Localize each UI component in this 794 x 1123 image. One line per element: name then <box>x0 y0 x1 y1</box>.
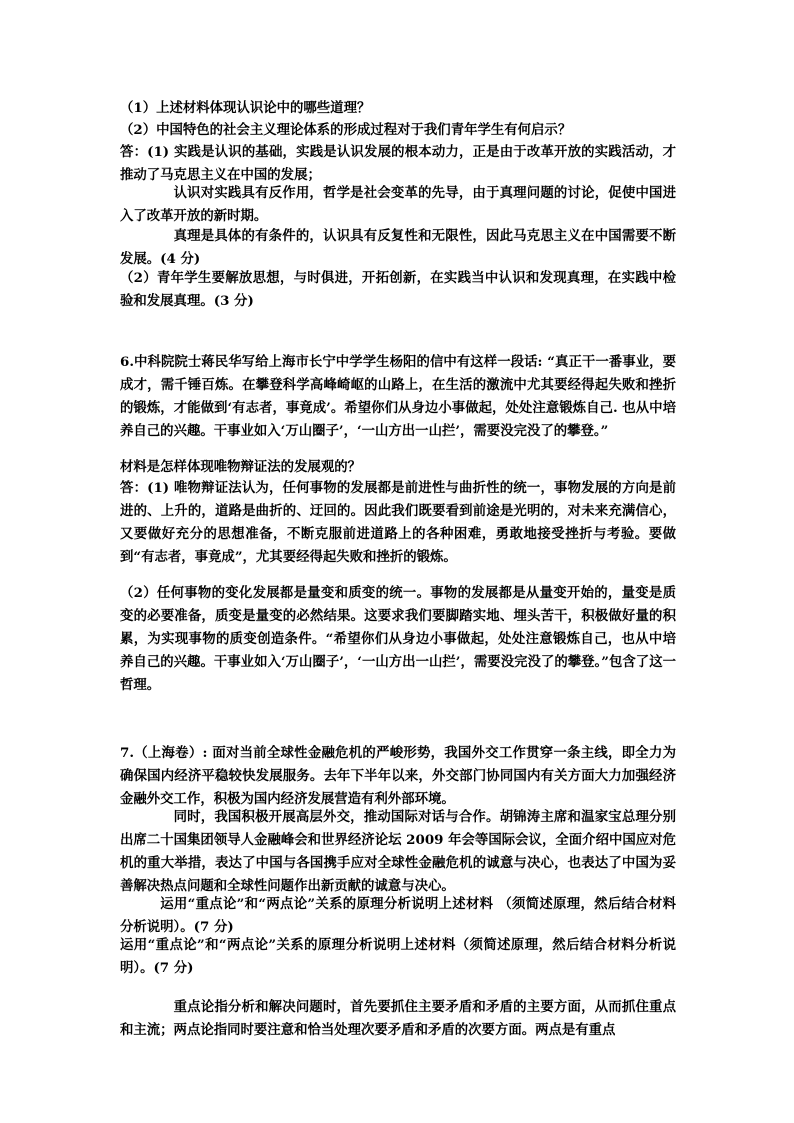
q7-answer-start: 重点论指分析和解决问题时，首先要抓住主要矛盾和矛盾的主要方面，从而抓住重点和主流；两点论指同时要注意和恰当处理次要矛盾和矛盾的次要方面。两点是有重点 <box>120 999 676 1038</box>
q1-question-1: （1）上述材料体现认识论中的哪些道理？ <box>120 100 371 116</box>
q6-material: 6.中科院院士蒋民华写给上海市长宁中学学生杨阳的信中有这样一段话: “真正干一番事业，要成才，需千锤百炼。在攀登科学高峰崎岖的山路上，在生活的激流中尤其要经得起失败和挫折的锻炼，才能做到‘有志者，事竟成’。希望你们从身边小事做起，处处注意锻炼自己. 也从中培养自己的兴趣。干事业如入‘万山圈子’，‘一山方出一山拦’，需要没完没了的攀登。” <box>120 354 676 439</box>
q1-answer-1b: 认识对实践具有反作用，哲学是社会变革的先导，由于真理问题的讨论，促使中国进入了改革开放的新时期。 <box>120 185 676 224</box>
q7-question-a: 运用“重点论”和“两点论”关系的原理分析说明上述材料 （须简述原理，然后结合材料分析说明）。(7 分) <box>120 896 676 935</box>
q7-material-1: 7.（上海卷）: 面对当前全球性金融危机的严峻形势，我国外交工作贯穿一条主线，即全力为确保国内经济平稳较快发展服务。去年下半年以来，外交部门协同国内有关方面大力加强经济金融外交工作，积极为国内经济发展营造有利外部环境。 <box>120 745 676 807</box>
q1-question-2: （2）中国特色的社会主义理论体系的形成过程对于我们青年学生有何启示？ <box>120 122 572 138</box>
q1-answer-1a: 答：(1) 实践是认识的基础，实践是认识发展的根本动力，正是由于改革开放的实践活动，才推动了马克思主义在中国的发展； <box>120 144 676 183</box>
q1-answer-1c: 真理是具体的有条件的，认识具有反复性和无限性，因此马克思主义在中国需要不断发展。(4 分) <box>120 228 676 267</box>
q6-answer-1: 答：(1) 唯物辩证法认为，任何事物的发展都是前进性与曲折性的统一，事物发展的方向是前进的、上升的，道路是曲折的、迂回的。因此我们既要看到前途是光明的，对未来充满信心，又要做好充分的思想准备，不断克服前进道路上的各种困难，勇敢地接受挫折与考验。要做到“有志者，事竟成”，尤其要经得起失败和挫折的锻炼。 <box>120 480 676 565</box>
q7-material-2: 同时，我国积极开展高层外交，推动国际对话与合作。胡锦涛主席和温家宝总理分别出席二十国集团领导人金融峰会和世界经济论坛 2009 年会等国际会议，全面介绍中国应对危机的重大举措，表达了中国与各国携手应对全球性金融危机的诚意与决心，也表达了中国为妥善解决热点问题和全球性问题作出新贡献的诚意与决心。 <box>120 809 676 894</box>
q7-question-b: 运用“重点论”和“两点论”关系的原理分析说明上述材料（须简述原理，然后结合材料分析说明）。(7 分) <box>120 937 676 976</box>
q6-answer-2: （2）任何事物的变化发展都是量变和质变的统一。事物的发展都是从量变开始的，量变是质变的必要准备，质变是量变的必然结果。这要求我们要脚踏实地、埋头苦干，积极做好量的积累，为实现事物的质变创造条件。“希望你们从身边小事做起，处处注意锻炼自己，也从中培养自己的兴趣。干事业如入‘万山圈子’，‘一山方出一山拦’，需要没完没了的攀登。”包含了这一哲理。 <box>120 585 676 693</box>
q1-answer-2: （2）青年学生要解放思想，与时俱进，开拓创新，在实践当中认识和发现真理，在实践中检验和发展真理。(3 分) <box>120 270 676 309</box>
q6-question: 材料是怎样体现唯物辩证法的发展观的？ <box>120 459 362 475</box>
